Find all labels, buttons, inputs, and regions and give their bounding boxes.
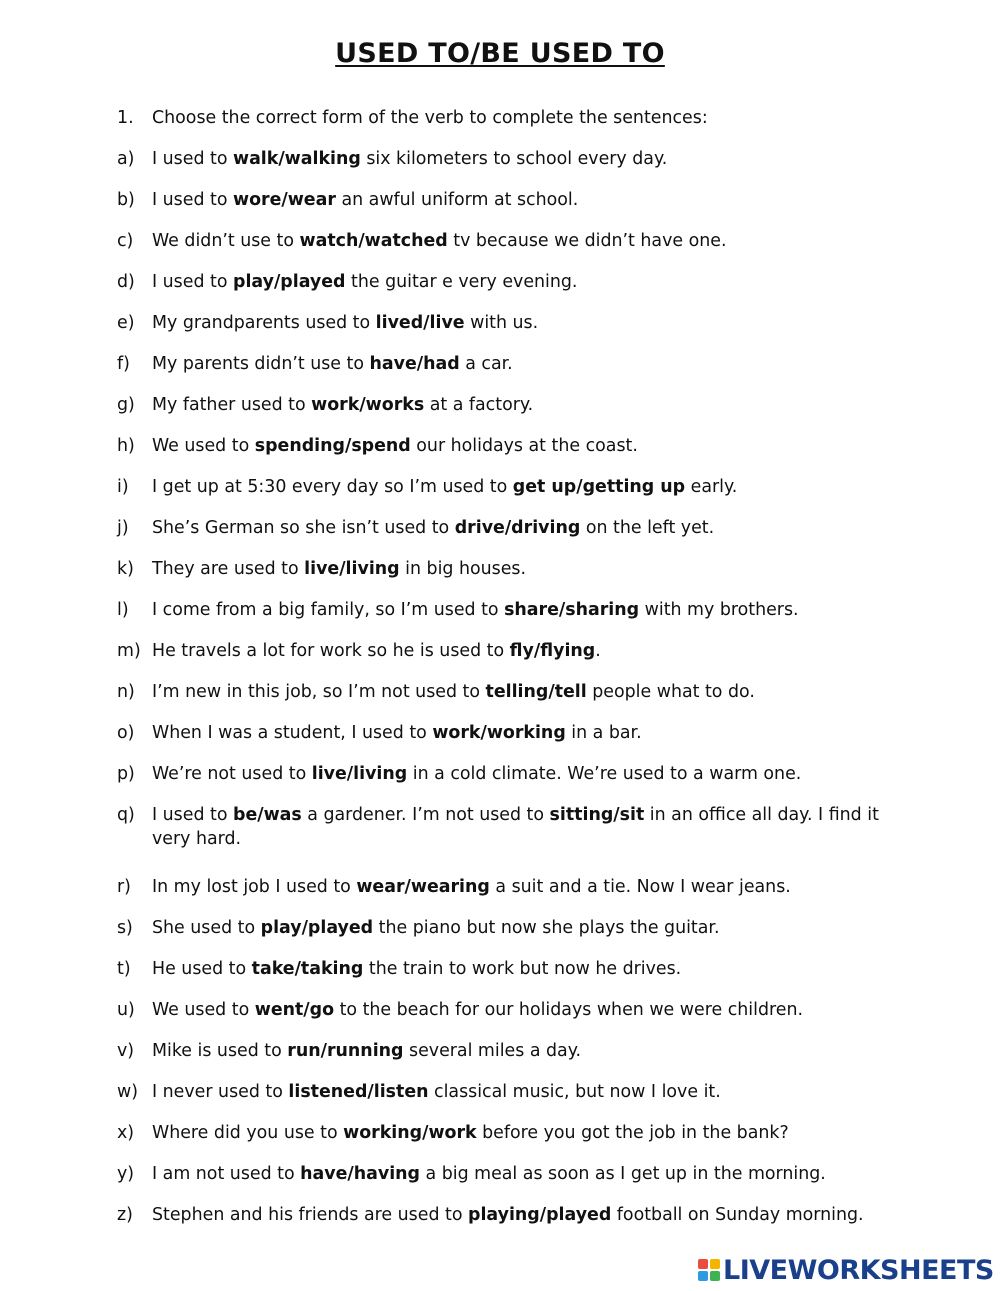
sentence-marker: o): [117, 723, 135, 743]
sentence-text-before: I come from a big family, so I’m used to: [152, 600, 505, 620]
sentence-item: [117, 1039, 897, 1080]
sentence-marker: v): [117, 1041, 135, 1061]
sentence-text-after: in an office all day. I find it very hard.: [152, 805, 879, 849]
verb-choice[interactable]: work/works: [311, 395, 425, 415]
sentence-text: [152, 916, 897, 940]
sentence-marker: a): [117, 149, 135, 169]
instruction: [117, 106, 897, 147]
verb-choice[interactable]: get up/getting up: [512, 477, 686, 497]
sentence-list: [117, 147, 897, 1244]
sentence-text: [152, 803, 897, 851]
sentence-text-after: .: [595, 641, 601, 661]
sentence-text-after: early.: [685, 477, 738, 497]
sentence-text: [152, 1203, 897, 1227]
sentence-text-before: She’s German so she isn’t used to: [152, 518, 455, 538]
sentence-item: [117, 721, 897, 762]
sentence-text-after: six kilometers to school every day.: [360, 149, 668, 169]
sentence-text-before: I used to: [152, 149, 233, 169]
sentence-text-after: in big houses.: [399, 559, 527, 579]
sentence-marker: b): [117, 190, 135, 210]
verb-choice[interactable]: working/work: [343, 1123, 477, 1143]
verb-choice[interactable]: run/running: [287, 1041, 404, 1061]
logo-square-red: [698, 1259, 708, 1269]
sentence-text-after: the guitar e very evening.: [345, 272, 578, 292]
sentence-item: [117, 1121, 897, 1162]
sentence-text: [152, 1080, 897, 1104]
sentence-marker: i): [117, 477, 129, 497]
sentence-text-after: the piano but now she plays the guitar.: [373, 918, 720, 938]
sentence-item: [117, 229, 897, 270]
sentence-item: [117, 1162, 897, 1203]
sentence-text-before: My parents didn’t use to: [152, 354, 370, 374]
sentence-marker: m): [117, 641, 141, 661]
sentence-marker: t): [117, 959, 131, 979]
sentence-marker: g): [117, 395, 135, 415]
verb-choice[interactable]: share/sharing: [504, 600, 640, 620]
exercise-list: [117, 106, 897, 1244]
sentence-item: [117, 680, 897, 721]
sentence-text: [152, 188, 897, 212]
sentence-text-before: When I was a student, I used to: [152, 723, 433, 743]
sentence-text: [152, 557, 897, 581]
verb-choice[interactable]: walk/walking: [233, 149, 361, 169]
logo-square-yellow: [710, 1259, 720, 1269]
sentence-marker: c): [117, 231, 134, 251]
sentence-text: [152, 229, 897, 253]
verb-choice[interactable]: playing/played: [468, 1205, 612, 1225]
verb-choice[interactable]: take/taking: [251, 959, 364, 979]
sentence-text-before: I’m new in this job, so I’m not used to: [152, 682, 486, 702]
sentence-marker: l): [117, 600, 129, 620]
sentence-text-after: an awful uniform at school.: [335, 190, 579, 210]
sentence-item: [117, 393, 897, 434]
sentence-text: [152, 147, 897, 171]
sentence-text-before: Stephen and his friends are used to: [152, 1205, 468, 1225]
sentence-marker: x): [117, 1123, 135, 1143]
verb-choice[interactable]: watch/watched: [299, 231, 448, 251]
sentence-text-after: a car.: [459, 354, 513, 374]
instruction-text: Choose the correct form of the verb to complete the sentences:: [152, 108, 708, 128]
sentence-text-before: My grandparents used to: [152, 313, 376, 333]
verb-choice[interactable]: drive/driving: [454, 518, 581, 538]
sentence-item: [117, 352, 897, 393]
verb-choice[interactable]: be/was: [233, 805, 302, 825]
sentence-text-before: I am not used to: [152, 1164, 301, 1184]
sentence-item: [117, 803, 897, 875]
sentence-text-after: a big meal as soon as I get up in the morning.: [419, 1164, 826, 1184]
sentence-text-before: We didn’t use to: [152, 231, 300, 251]
sentence-text-after: in a cold climate. We’re used to a warm one.: [407, 764, 802, 784]
sentence-marker: p): [117, 764, 135, 784]
sentence-text: [152, 721, 897, 745]
verb-choice[interactable]: have/had: [369, 354, 460, 374]
sentence-text-after: in a bar.: [565, 723, 642, 743]
sentence-item: [117, 998, 897, 1039]
sentence-text: [152, 598, 897, 622]
sentence-item: [117, 147, 897, 188]
sentence-text: [152, 270, 897, 294]
verb-choice[interactable]: wear/wearing: [356, 877, 490, 897]
logo-text: LIVEWORKSHEETS: [723, 1254, 994, 1286]
sentence-text-after: football on Sunday morning.: [611, 1205, 864, 1225]
sentence-text-after: to the beach for our holidays when we were children.: [334, 1000, 803, 1020]
sentence-marker: f): [117, 354, 130, 374]
sentence-item: [117, 434, 897, 475]
sentence-marker: s): [117, 918, 133, 938]
sentence-marker: w): [117, 1082, 139, 1102]
sentence-text-after: classical music, but now I love it.: [428, 1082, 721, 1102]
sentence-text: [152, 957, 897, 981]
verb-choice[interactable]: live/living: [311, 764, 408, 784]
sentence-item: [117, 516, 897, 557]
sentence-text-before: I get up at 5:30 every day so I’m used to: [152, 477, 513, 497]
sentence-text-before: I used to: [152, 272, 233, 292]
instruction-number: 1.: [117, 108, 134, 128]
sentence-text-after: tv because we didn’t have one.: [447, 231, 727, 251]
sentence-marker: r): [117, 877, 131, 897]
sentence-text-after: with us.: [464, 313, 539, 333]
sentence-text-after: several miles a day.: [403, 1041, 582, 1061]
verb-choice[interactable]: listened/listen: [288, 1082, 429, 1102]
sentence-item: [117, 598, 897, 639]
verb-choice[interactable]: fly/flying: [509, 641, 596, 661]
sentence-item: [117, 916, 897, 957]
sentence-item: [117, 639, 897, 680]
verb-choice[interactable]: went/go: [254, 1000, 335, 1020]
verb-choice[interactable]: work/working: [432, 723, 566, 743]
sentence-text-before: We’re not used to: [152, 764, 312, 784]
sentence-text: [152, 516, 897, 540]
sentence-text: [152, 475, 897, 499]
sentence-text-after: a gardener. I’m not used to: [301, 805, 550, 825]
sentence-text-after: at a factory.: [424, 395, 534, 415]
logo-square-green: [710, 1271, 720, 1281]
sentence-marker: k): [117, 559, 134, 579]
sentence-text: [152, 352, 897, 376]
sentence-text: [152, 311, 897, 335]
verb-choice[interactable]: lived/live: [375, 313, 465, 333]
sentence-item: [117, 1080, 897, 1121]
verb-choice[interactable]: play/played: [260, 918, 374, 938]
sentence-item: [117, 311, 897, 352]
sentence-text-before: We used to: [152, 1000, 255, 1020]
sentence-marker: n): [117, 682, 135, 702]
sentence-text-after: before you got the job in the bank?: [476, 1123, 789, 1143]
sentence-text: [152, 434, 897, 458]
sentence-marker: z): [117, 1205, 133, 1225]
verb-choice[interactable]: play/played: [233, 272, 346, 292]
sentence-text: [152, 998, 897, 1022]
sentence-text-before: She used to: [152, 918, 261, 938]
sentence-text: [152, 680, 897, 704]
sentence-text-after: a suit and a tie. Now I wear jeans.: [489, 877, 791, 897]
sentence-marker: q): [117, 805, 135, 825]
sentence-text-after: our holidays at the coast.: [410, 436, 638, 456]
sentence-text-after: the train to work but now he drives.: [363, 959, 682, 979]
sentence-marker: u): [117, 1000, 135, 1020]
sentence-text: [152, 875, 897, 899]
sentence-text: [152, 1162, 897, 1186]
verb-choice[interactable]: have/having: [300, 1164, 420, 1184]
verb-choice[interactable]: sitting/sit: [549, 805, 645, 825]
sentence-text: [152, 762, 897, 786]
sentence-text: [152, 393, 897, 417]
sentence-item: [117, 1203, 897, 1244]
sentence-text-before: I never used to: [152, 1082, 289, 1102]
verb-choice[interactable]: telling/tell: [485, 682, 587, 702]
sentence-text: [152, 639, 897, 663]
verb-choice[interactable]: live/living: [304, 559, 400, 579]
sentence-item: [117, 875, 897, 916]
sentence-text-before: He travels a lot for work so he is used to: [152, 641, 510, 661]
sentence-marker: j): [117, 518, 129, 538]
sentence-text-before: I used to: [152, 805, 233, 825]
sentence-text-before: In my lost job I used to: [152, 877, 357, 897]
sentence-item: [117, 475, 897, 516]
sentence-marker: y): [117, 1164, 135, 1184]
page-title: USED TO/BE USED TO: [335, 38, 665, 69]
sentence-text-after: on the left yet.: [580, 518, 715, 538]
sentence-text-before: He used to: [152, 959, 252, 979]
liveworksheets-logo: [698, 1255, 994, 1285]
logo-square-blue: [698, 1271, 708, 1281]
sentence-item: [117, 270, 897, 311]
sentence-text-before: We used to: [152, 436, 255, 456]
sentence-text: [152, 1039, 897, 1063]
sentence-text-before: I used to: [152, 190, 233, 210]
sentence-text: [152, 1121, 897, 1145]
sentence-text-before: My father used to: [152, 395, 312, 415]
sentence-text-before: Mike is used to: [152, 1041, 288, 1061]
sentence-text-after: people what to do.: [586, 682, 755, 702]
sentence-item: [117, 557, 897, 598]
verb-choice[interactable]: spending/spend: [254, 436, 411, 456]
sentence-item: [117, 762, 897, 803]
sentence-text-before: Where did you use to: [152, 1123, 344, 1143]
sentence-marker: e): [117, 313, 135, 333]
sentence-text-before: They are used to: [152, 559, 305, 579]
sentence-text-after: with my brothers.: [639, 600, 799, 620]
liveworksheets-logo-icon: [698, 1259, 720, 1281]
sentence-item: [117, 188, 897, 229]
sentence-item: [117, 957, 897, 998]
sentence-marker: h): [117, 436, 135, 456]
verb-choice[interactable]: wore/wear: [233, 190, 336, 210]
sentence-marker: d): [117, 272, 135, 292]
